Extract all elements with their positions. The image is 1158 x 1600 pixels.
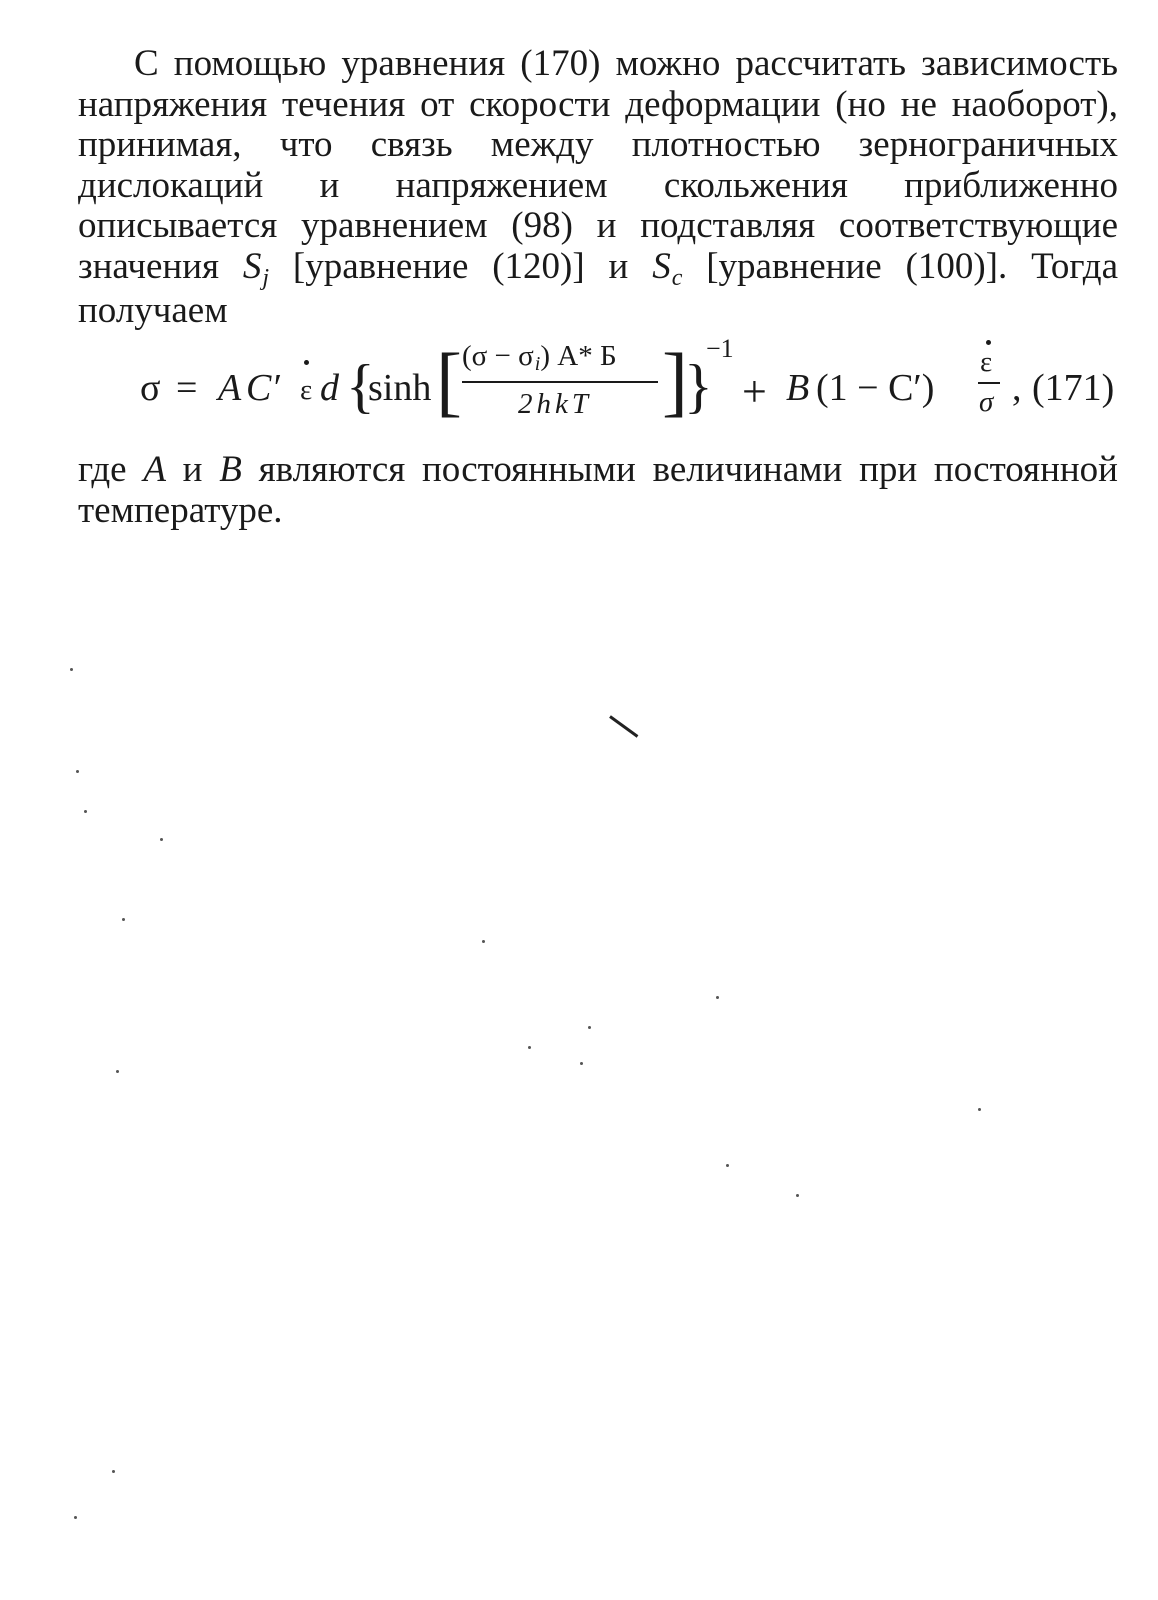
constants-text-3: являются постоянными величинами при постоянной температуре. [78, 449, 1118, 531]
scan-speck [588, 1026, 591, 1029]
intro-text-1: С помощью уравнения (170) можно рассчитать зависимость напряжения течения от скорости деформации (но не наоборот), принимая, что связь между плотностью зернограничных дислокаций и напряжением скольжения приближенно описывается уравнением (98) и подставляя соответствующие значения [78, 43, 1118, 287]
epsilon-dot-mark-2 [986, 340, 991, 345]
scan-speck [796, 1194, 799, 1197]
constants-text-2: и [165, 449, 220, 490]
eq-frac2-numerator: ε [980, 346, 993, 378]
scan-speck [112, 1470, 115, 1473]
eq-denominator: 2hkT [518, 388, 592, 420]
scan-speck [70, 668, 73, 671]
eq-right-bracket: ] [662, 337, 688, 424]
paragraph-intro [78, 44, 1118, 332]
scan-speck [76, 770, 79, 773]
symbol-a: A [143, 449, 166, 490]
scan-speck [726, 1164, 729, 1167]
eq-c-prime: C′ [246, 367, 280, 409]
fraction-rule-small [978, 382, 1000, 384]
fraction-rule-main [462, 381, 658, 383]
scan-speck [160, 838, 163, 841]
equation-171 [140, 334, 1125, 438]
eq-a: A [218, 367, 242, 409]
scan-speck [482, 940, 485, 943]
scan-speck [716, 996, 719, 999]
eq-epsilon: ε [300, 374, 313, 406]
eq-d: d [320, 367, 339, 409]
eq-right-brace: } [684, 353, 713, 419]
intro-text-2: [уравнение (120)] и [269, 245, 653, 287]
eq-equals: = [176, 367, 198, 409]
symbol-s-j: Sj [242, 245, 270, 291]
eq-frac2-denominator: σ [979, 386, 994, 418]
equation-number: (171) [1032, 367, 1115, 409]
scan-speck [116, 1070, 119, 1073]
scan-mark [609, 715, 638, 737]
eq-comma: , [1012, 367, 1022, 409]
scan-speck [580, 1062, 583, 1065]
scan-speck [122, 918, 125, 921]
eq-numerator: (σ − σi) A* Б [462, 340, 617, 375]
eq-plus: + [742, 367, 767, 416]
symbol-b: B [219, 449, 242, 490]
scan-speck [528, 1046, 531, 1049]
symbol-s-c: Sc [652, 245, 683, 291]
eq-left-bracket: [ [436, 337, 462, 424]
eq-sinh: sinh [368, 367, 432, 409]
scan-speck [74, 1516, 77, 1519]
epsilon-dot-mark [304, 360, 309, 365]
eq-b: B [786, 367, 810, 409]
intro-text-3: [уравнение (100)]. Тогда получаем [78, 245, 1118, 331]
eq-exponent: −1 [706, 334, 734, 363]
scan-speck [84, 810, 87, 813]
paragraph-constants [78, 450, 1118, 531]
eq-paren-expr: (1 − C′) [816, 367, 935, 409]
eq-left-brace: { [346, 353, 375, 419]
eq-sigma: σ [140, 367, 161, 409]
constants-text-1: где [78, 449, 144, 490]
scan-speck [978, 1108, 981, 1111]
